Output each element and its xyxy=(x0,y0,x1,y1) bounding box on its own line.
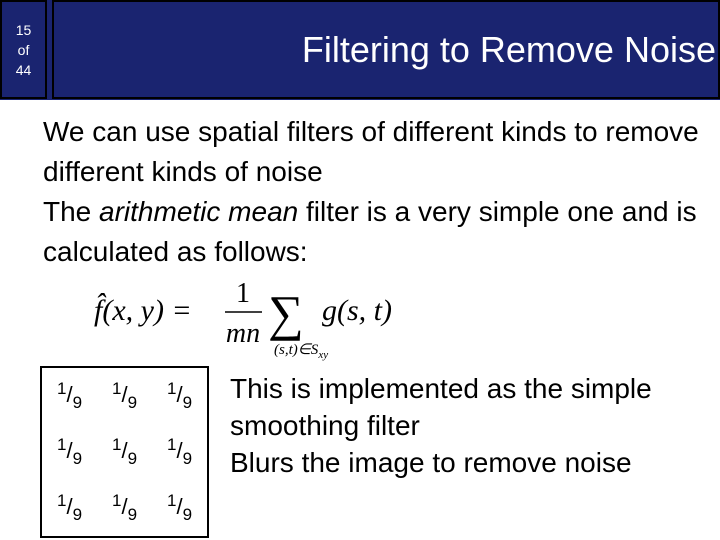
bullet-2-after: filter is a very simple one and is calculated as follows: xyxy=(43,196,697,267)
bullet-list xyxy=(43,112,715,272)
formula-sum-symbol: ∑ xyxy=(268,285,304,341)
formula-numerator: 1 xyxy=(236,278,250,309)
filter-mask-cell: $^1/_9$ xyxy=(111,435,138,468)
page-current: 15 xyxy=(15,21,32,38)
filter-mask-cell: $^1/_9$ xyxy=(56,379,83,412)
filter-mask-row xyxy=(41,480,208,537)
formula-sum-subscript-main: (s,t)∈S xyxy=(274,342,319,358)
page-of-label: of xyxy=(17,41,30,58)
slide-title: Filtering to Remove Noise xyxy=(301,28,716,70)
page-counter xyxy=(0,0,47,99)
filter-mask-cell: $^1/_9$ xyxy=(111,491,138,524)
side-bullet-list xyxy=(230,370,710,481)
formula-summand: g(s, t) xyxy=(322,294,392,327)
formula-denominator: mn xyxy=(225,318,261,349)
filter-mask-row xyxy=(41,424,208,480)
side-bullet-2: Blurs the image to remove noise xyxy=(230,447,632,478)
filter-mask-cell: $^1/_9$ xyxy=(56,435,83,468)
formula-sum-subscript xyxy=(274,342,328,361)
filter-mask-grid xyxy=(40,366,209,538)
filter-mask-row xyxy=(41,367,208,424)
formula-lhs: f̂(x, y) = xyxy=(94,294,192,327)
filter-mask-cell: $^1/_9$ xyxy=(56,491,83,524)
filter-mask-cell: $^1/_9$ xyxy=(166,379,193,412)
formula-sum-subscript-index: xy xyxy=(318,349,329,361)
bullet-1: We can use spatial filters of different kinds to remove different kinds of noise xyxy=(43,116,699,187)
bullet-2 xyxy=(43,192,715,272)
filter-mask-cell: $^1/_9$ xyxy=(166,435,193,468)
arithmetic-mean-formula xyxy=(92,272,432,362)
side-bullet-1: This is implemented as the simple smoothing filter xyxy=(230,373,652,441)
title-banner xyxy=(52,0,720,99)
bullet-2-emphasis: arithmetic mean xyxy=(99,196,299,227)
filter-mask-cell: $^1/_9$ xyxy=(166,491,193,524)
page-total: 44 xyxy=(15,61,32,78)
bullet-2-before: The xyxy=(43,196,100,227)
filter-mask-cell: $^1/_9$ xyxy=(111,379,138,412)
